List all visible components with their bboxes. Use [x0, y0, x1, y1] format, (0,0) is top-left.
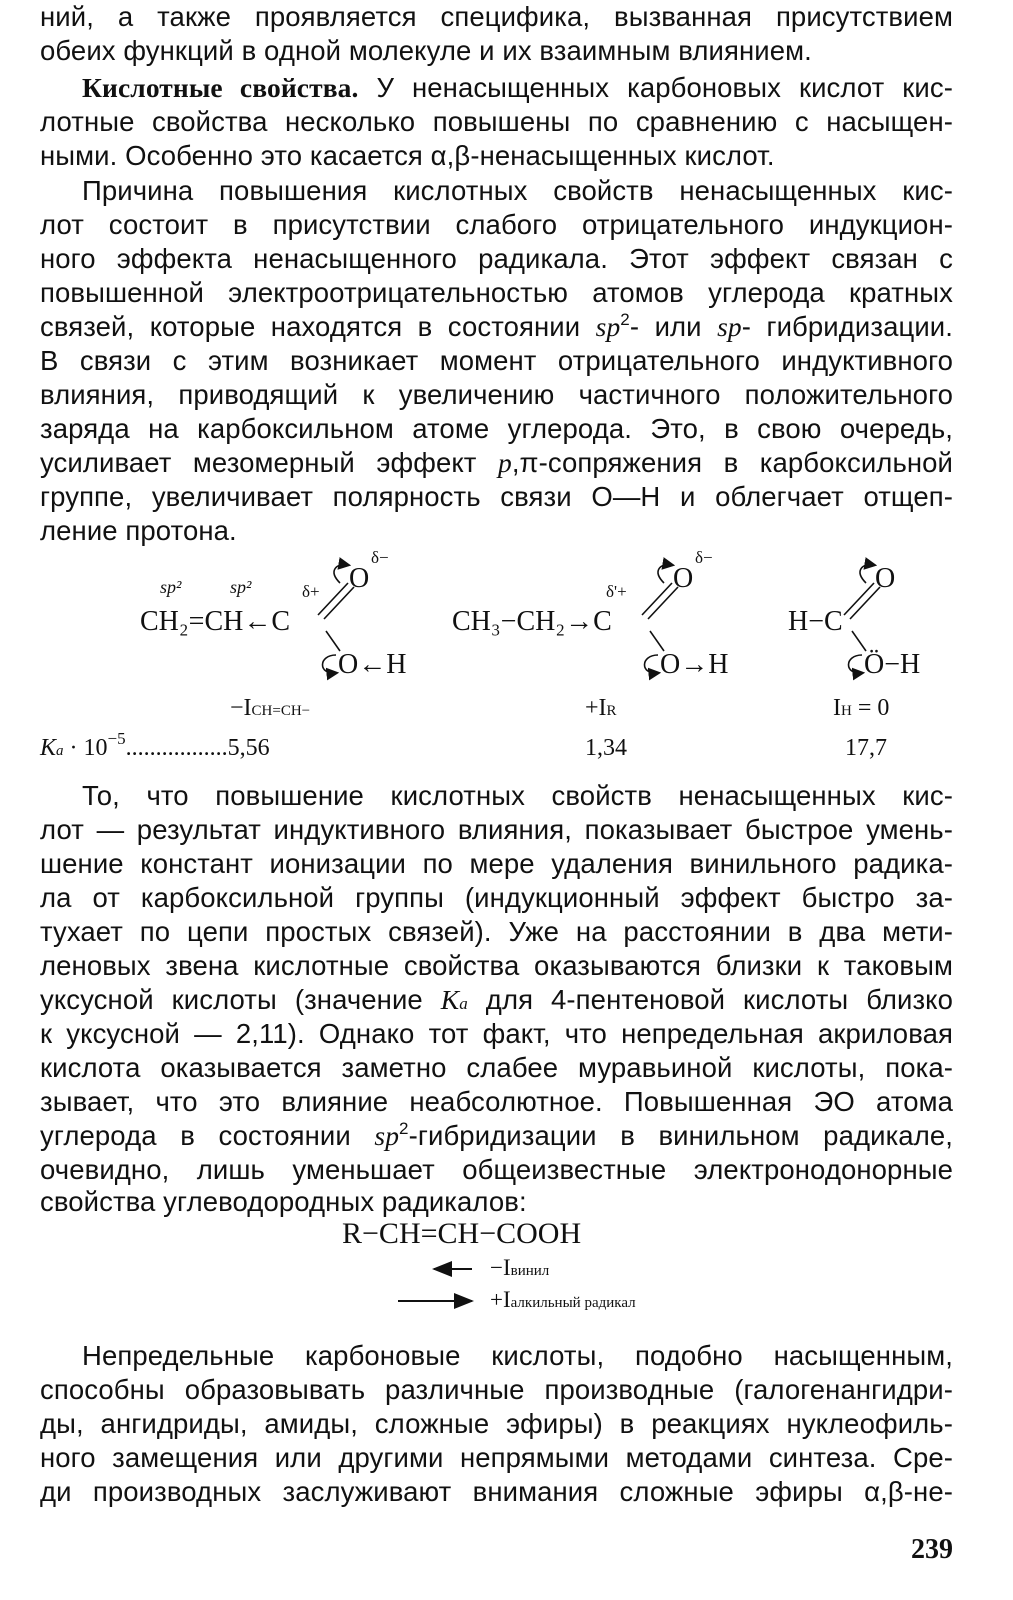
text-span: - или [629, 311, 718, 342]
text-line: кислота оказывается заметно слабее муравьиной кислоты, пока- [40, 1052, 953, 1083]
page-number: 239 [911, 1534, 953, 1565]
curved-arrow [334, 565, 348, 583]
text-line: шение констант ионизации по мере удаления винильного радика- [40, 848, 953, 879]
text-line: свойства углеводородных радикалов: [40, 1186, 527, 1217]
text-line: ного эффекта ненасыщенного радикала. Этот эффект связан с [40, 243, 953, 274]
text-span: связей, которые находятся в состоянии [40, 311, 596, 342]
text-line: заряда на карбоксильном атоме углерода. Это, в свою очередь, [40, 413, 953, 444]
text-line: леновых звена кислотные свойства оказываются близки к таковым [40, 950, 953, 981]
text-line: к уксусной — 2,11). Однако тот факт, что непредельная акриловая [40, 1018, 953, 1049]
section-heading: Кислотные свойства. [82, 72, 359, 103]
text-line: ного замещения или другими непрямыми методами синтеза. Сре- [40, 1442, 953, 1473]
text-span: · 10 [63, 735, 108, 761]
text-line: ными. Особенно это касается α,β-ненасыщенных кислот. [40, 140, 775, 171]
text-line: лот состоит в присутствии слабого отрицательного индукцион- [40, 209, 953, 240]
text-line: Причина повышения кислотных свойств ненасыщенных кис- [82, 175, 953, 206]
text-line: лот — результат индуктивного влияния, показывает быстрое умень- [40, 814, 953, 845]
text-line: ление протона. [40, 515, 237, 546]
acrylic-acid-structure [140, 548, 406, 680]
text-line: группе, увеличивает полярность связи О—Н и облегчает отщеп- [40, 481, 953, 512]
carbonyl-oxygen: O [349, 563, 370, 594]
effect-label [585, 695, 617, 722]
text-line: способны образовывать различные производные (галогенангидри- [40, 1374, 953, 1405]
text-span: уксусной кислоты (значение [40, 984, 441, 1015]
delta-plus: δ'+ [606, 582, 627, 601]
text-line [40, 71, 953, 105]
carbonyl-oxygen: O [673, 563, 694, 594]
subscript: винил [510, 1263, 550, 1279]
chemical-scheme [40, 545, 953, 775]
text-line [40, 1119, 953, 1153]
text-line: влияния, приводящий к увеличению частичного положительного [40, 379, 953, 410]
text-line: То, что повышение кислотных свойств ненасыщенных кис- [82, 780, 953, 811]
leader-dots: ................. [125, 735, 228, 761]
text-span: K [40, 735, 57, 761]
text-span: ,π-сопряжения в карбоксильной [511, 447, 954, 478]
text-span: = 0 [851, 695, 890, 721]
text-line: В связи с этим возникает момент отрицательного индуктивного [40, 345, 953, 376]
subscript: CH=CH− [251, 703, 311, 719]
text-line: ды, ангидриды, амиды, сложные эфиры) в реакциях нуклеофиль- [40, 1408, 953, 1439]
text-span: -гибридизации в винильном радикале, [408, 1120, 953, 1151]
text-line: обеих функций в одной молекуле и их взаимным влиянием. [40, 35, 812, 66]
delta-minus: δ− [371, 548, 389, 567]
text-span: −I [230, 695, 252, 721]
carbonyl-oxygen: O [875, 563, 896, 594]
ka-value: 5,56 [227, 735, 270, 761]
ka-value: 1,34 [585, 735, 627, 761]
formula-chain: CH₃−CH₂→C [452, 606, 612, 637]
sp2-label: sp² [160, 577, 182, 597]
subscript: R [606, 703, 617, 719]
text-line: очевидно, лишь уменьшает общеизвестные электронодонорные [40, 1154, 953, 1185]
curved-arrow [860, 565, 874, 583]
single-bond [326, 631, 340, 651]
text-span: углерода в состоянии [40, 1120, 375, 1151]
text-line: повышенной электроотрицательностью атомов углерода кратных [40, 277, 953, 308]
butanoic-acid-structure [452, 548, 728, 680]
text-span: I [833, 695, 841, 721]
curved-arrow [323, 655, 337, 673]
hydroxyl: O←H [338, 649, 407, 680]
vinyl-effect-label [490, 1255, 549, 1281]
text-span: - гибридизации. [741, 311, 953, 342]
text-span: +I [585, 695, 607, 721]
alkyl-effect-label [490, 1287, 636, 1313]
text-span: p [497, 447, 512, 478]
formula-chain: CH₂=CH←C [140, 606, 291, 637]
text-line [40, 446, 953, 480]
text-span: sp [374, 1120, 400, 1151]
superscript: 2 [620, 310, 630, 329]
delta-minus: δ− [695, 548, 713, 567]
inductive-effect-formula [40, 1186, 953, 1335]
text-span: sp [595, 311, 621, 342]
text-span: sp [717, 311, 742, 342]
text-line [40, 310, 953, 344]
structural-formulas [40, 545, 953, 720]
curved-arrow [849, 655, 863, 673]
curved-arrow [645, 655, 659, 673]
text-span: У ненасыщенных карбоновых кислот кис- [358, 72, 953, 103]
subscript: H [841, 703, 852, 719]
delta-plus: δ+ [302, 582, 320, 601]
text-span: +I [490, 1287, 511, 1312]
text-line: ний, а также проявляется специфика, вызванная присутствием [40, 1, 953, 32]
superscript: 2 [399, 1119, 409, 1138]
text-line [40, 983, 953, 1017]
formic-acid-structure [788, 563, 920, 680]
hydroxyl: O→H [660, 649, 729, 680]
book-page [40, 0, 953, 1600]
subscript: a [459, 994, 468, 1013]
text-span: K [440, 984, 460, 1015]
superscript: −5 [107, 729, 126, 748]
text-span: −I [490, 1255, 511, 1280]
formula-chain: H−C [788, 606, 843, 637]
text-span: для 4-пентеновой кислоты близко [467, 984, 953, 1015]
ka-value: 17,7 [845, 735, 887, 761]
sp2-label: sp² [230, 577, 252, 597]
text-line: ла от карбоксильной группы (индукционный эффект быстро за- [40, 882, 953, 913]
text-line: Непредельные карбоновые кислоты, подобно насыщенным, [82, 1340, 953, 1371]
subscript: a [56, 743, 64, 759]
text-line: ди производных заслуживают внимания сложные эфиры α,β-не- [40, 1476, 953, 1507]
text-span: усиливает мезомерный эффект [40, 447, 498, 478]
text-line: зывает, что это влияние неабсолютное. Повышенная ЭО атома [40, 1086, 953, 1117]
effect-label [833, 695, 889, 722]
text-line: тухает по цепи простых связей). Уже на расстоянии в два мети- [40, 916, 953, 947]
effect-label [230, 695, 310, 722]
formula-main: R−CH=CH−COOH [342, 1217, 582, 1250]
text-line: лотные свойства несколько повышены по сравнению с насыщен- [40, 106, 953, 137]
curved-arrow [658, 565, 672, 583]
hydroxyl: Ö−H [864, 649, 921, 680]
ka-row-label [40, 729, 270, 762]
subscript: алкильный радикал [510, 1295, 636, 1311]
